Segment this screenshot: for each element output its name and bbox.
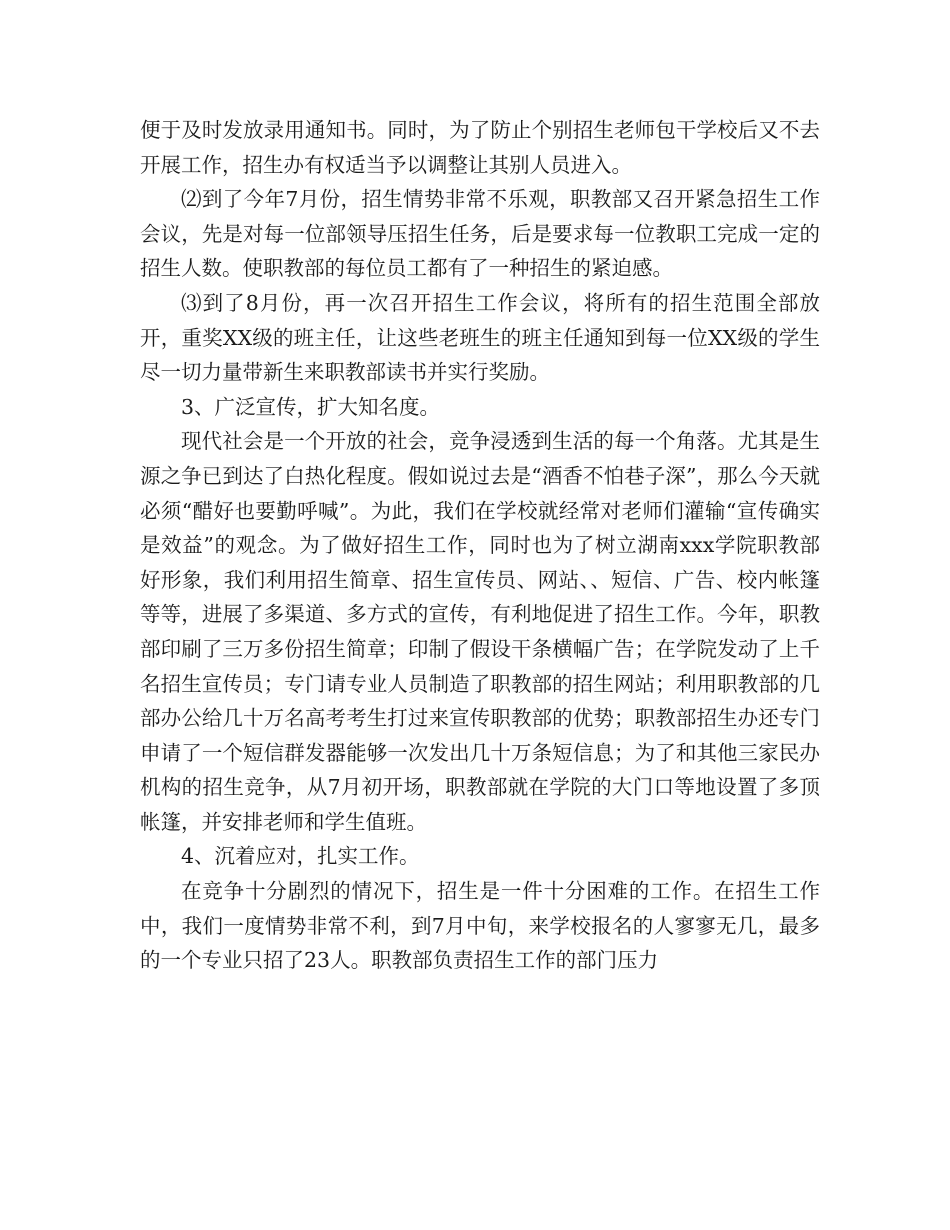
document-body: [140, 113, 820, 978]
paragraph-continuation: 便于及时发放录用通知书。同时，为了防止个别招生老师包干学校后又不去开展工作，招生办有权适当予以调整让其别人员进入。: [140, 118, 820, 177]
paragraph-item-2: ⑵到了今年7月份，招生情势非常不乐观，职教部又召开紧急招生工作会议，先是对每一位部领导压招生任务，后是要求每一位教职工完成一定的招生人数。使职教部的每位员工都有了一种招生的紧迫感。: [140, 187, 820, 281]
paragraph-publicity: 现代社会是一个开放的社会，竞争浸透到生活的每一个角落。尤其是生源之争已到达了白热化程度。假如说过去是“酒香不怕巷子深”，那么今天就必须“醋好也要勤呼喊”。为此，我们在学校就经常对老师们灌输“宣传确实是效益”的观念。为了做好招生工作，同时也为了树立湖南xxx学院职教部好形象，我们利用招生简章、招生宣传员、网站、、短信、广告、校内帐篷等等，进展了多渠道、多方式的宣传，有利地促进了招生工作。今年，职教部印刷了三万多份招生简章；印制了假设干条横幅广告；在学院发动了上千名招生宣传员；专门请专业人员制造了职教部的招生网站；利用职教部的几部办公给几十万名高考考生打过来宣传职教部的优势；职教部招生办还专门申请了一个短信群发器能够一次发出几十万条短信息；为了和其他三家民办机构的招生竞争，从7月初开场，职教部就在学院的大门口等地设置了多顶帐篷，并安排老师和学生值班。: [140, 429, 820, 834]
section-heading-4: 4、沉着应对，扎实工作。: [181, 844, 420, 869]
section-heading-3: 3、广泛宣传，扩大知名度。: [181, 394, 441, 419]
paragraph-competition: 在竞争十分剧烈的情况下，招生是一件十分困难的工作。在招生工作中，我们一度情势非常不利，到7月中旬，来学校报名的人寥寥无几，最多的一个专业只招了23人。职教部负责招生工作的部门压力: [140, 879, 820, 973]
paragraph-item-3: ⑶到了8月份，再一次召开招生工作会议，将所有的招生范围全部放开，重奖XX级的班主任，让这些老班生的班主任通知到每一位XX级的学生尽一切力量带新生来职教部读书并实行奖励。: [140, 290, 820, 385]
